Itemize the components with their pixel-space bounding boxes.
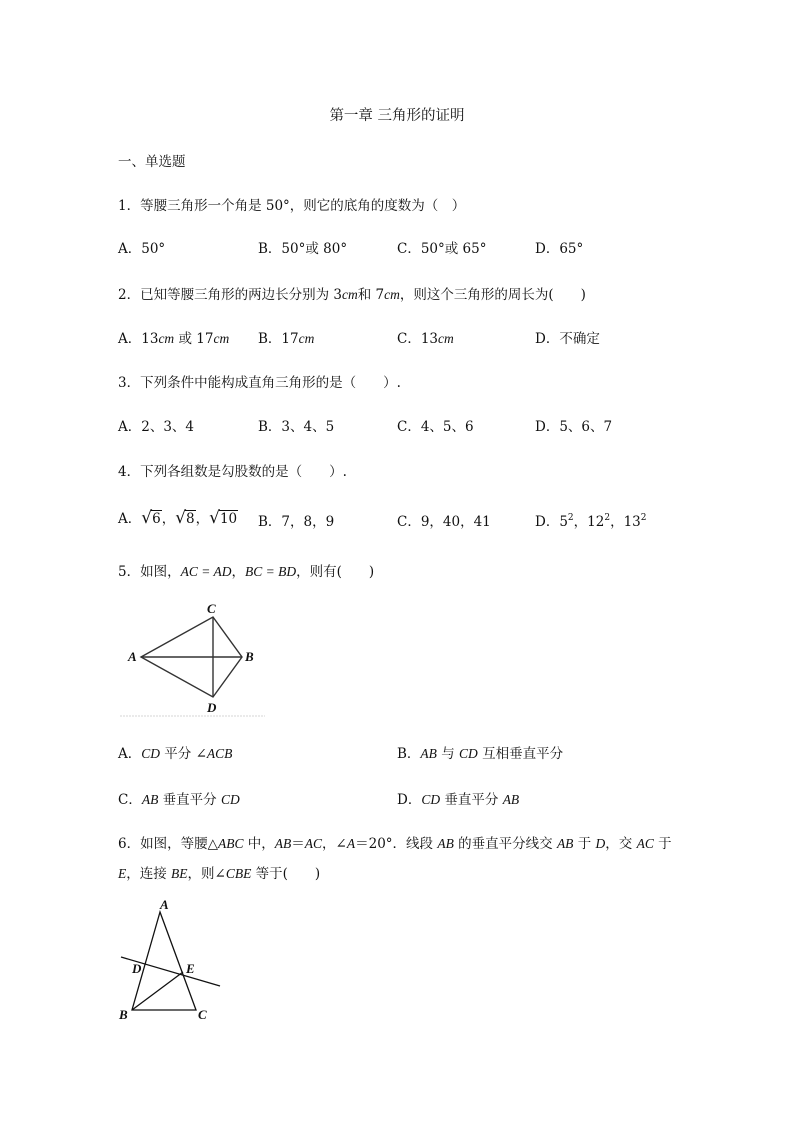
- base: 13: [623, 514, 641, 530]
- question-3-option-b: B．3、4、5: [258, 419, 335, 435]
- q2-stem-and: 和 7: [357, 287, 385, 303]
- question-4-stem: 4．下列各组数是勾股数的是（ ）.: [118, 464, 347, 480]
- equation: BC = BD: [244, 564, 297, 579]
- stem-text: ，连接: [126, 866, 172, 882]
- q2-unit-cm: cm: [298, 331, 315, 346]
- question-1-option-a: A．50°: [118, 241, 166, 257]
- q2-a-text: 或 17: [174, 331, 214, 347]
- radicand: 6: [152, 511, 161, 527]
- section-heading: 一、单选题: [118, 154, 186, 170]
- stem-text: 等于( ): [251, 866, 321, 882]
- segment: AB: [274, 836, 292, 851]
- question-4-option-c: C．9，40，41: [397, 514, 491, 530]
- option-text: 垂直平分: [440, 792, 503, 808]
- stem-text: 于: [573, 836, 596, 852]
- q2-a-text: A．13: [118, 331, 159, 347]
- page-title: 第一章 三角形的证明: [329, 108, 465, 124]
- q2-unit-cm: cm: [158, 331, 175, 346]
- point: E: [118, 866, 127, 881]
- separator: ，: [573, 514, 588, 530]
- angle: ACB: [206, 746, 233, 761]
- q2-b-text: B．17: [258, 331, 299, 347]
- option-text: 平分 ∠: [160, 746, 207, 762]
- label-d: D: [207, 700, 217, 715]
- option-label: A．: [118, 511, 142, 527]
- stem-text: 于: [653, 836, 672, 852]
- sqrt-8: √8: [175, 508, 195, 528]
- label-c: C: [207, 601, 216, 616]
- base: 12: [587, 514, 605, 530]
- segment: CD: [220, 792, 240, 807]
- separator: ，: [610, 514, 624, 530]
- q2-unit-cm: cm: [438, 331, 454, 346]
- segment: AC: [304, 836, 323, 851]
- segment: BE: [171, 866, 188, 881]
- stem-text: ，则有( ): [296, 564, 375, 580]
- stem-text: 的垂直平分线交: [453, 836, 557, 852]
- q2-stem-pre: 2．已知等腰三角形的两边长分别为 3: [118, 287, 342, 303]
- separator: ，: [231, 564, 245, 580]
- option-text: 互相垂直平分: [477, 746, 564, 762]
- option-label: D．: [535, 514, 560, 530]
- label-a: A: [160, 897, 169, 912]
- stem-text: 中，: [243, 836, 275, 852]
- question-4-option-b: B．7，8，9: [258, 514, 335, 530]
- question-3-option-d: D．5、6、7: [535, 419, 613, 435]
- stem-text: 5．如图，: [118, 564, 181, 580]
- angle: A: [346, 836, 356, 851]
- option-text: 与: [436, 746, 460, 762]
- option-label: D．: [397, 792, 422, 808]
- question-1-stem: 1．等腰三角形一个角是 50°，则它的底角的度数为（ ）: [118, 198, 466, 214]
- segment: AB: [141, 792, 159, 807]
- stem-text: ，则∠: [187, 866, 226, 882]
- stem-text: 6．如图，等腰△: [118, 836, 218, 852]
- option-label: C．: [118, 792, 142, 808]
- equation: AC = AD: [180, 564, 232, 579]
- label-b: B: [245, 649, 254, 664]
- segment: AB: [502, 792, 520, 807]
- stem-text: ，∠: [322, 836, 347, 852]
- segment: CD: [421, 792, 441, 807]
- stem-text: ，交: [605, 836, 637, 852]
- separator: ，: [195, 511, 210, 527]
- option-label: A．: [118, 746, 142, 762]
- point: D: [595, 836, 606, 851]
- radicand: 8: [186, 511, 195, 527]
- option-label: B．: [397, 746, 421, 762]
- label-b: B: [119, 1007, 128, 1022]
- q2-stem-post: ，则这个三角形的周长为( ): [399, 287, 586, 303]
- separator: ，: [161, 511, 176, 527]
- option-text: 垂直平分: [158, 792, 221, 808]
- question-3-stem: 3．下列条件中能构成直角三角形的是（ ）.: [118, 375, 401, 391]
- question-3-option-c: C．4、5、6: [397, 419, 474, 435]
- label-a: A: [128, 649, 137, 664]
- angle: CBE: [225, 866, 252, 881]
- question-1-option-b: B．50°或 80°: [258, 241, 348, 257]
- exponent: 2: [604, 513, 611, 523]
- q2-unit-cm: cm: [341, 287, 358, 302]
- radicand: 10: [219, 511, 238, 527]
- exponent: 2: [567, 513, 574, 523]
- exponent: 2: [640, 513, 647, 523]
- question-1-option-d: D．65°: [535, 241, 584, 257]
- question-2-option-d: D．不确定: [535, 331, 600, 347]
- label-c: C: [198, 1007, 207, 1022]
- segment: AB: [420, 746, 437, 761]
- segment: AB: [437, 836, 454, 851]
- stem-text: ＝: [291, 836, 305, 852]
- q2-unit-cm: cm: [384, 287, 400, 302]
- label-e: E: [186, 961, 195, 976]
- segment: CD: [141, 746, 161, 761]
- label-d: D: [132, 961, 142, 976]
- segment: AC: [636, 836, 654, 851]
- q2-c-text: C．13: [397, 331, 439, 347]
- sqrt-6: √6: [141, 508, 161, 528]
- segment: AB: [556, 836, 574, 851]
- q2-unit-cm: cm: [213, 331, 230, 346]
- segment: CD: [459, 746, 478, 761]
- question-1-option-c: C．50°或 65°: [397, 241, 487, 257]
- stem-text: ＝20°．线段: [355, 836, 438, 852]
- triangle: ABC: [217, 836, 244, 851]
- sqrt-10: √10: [209, 508, 238, 528]
- base: 5: [559, 514, 568, 530]
- question-3-option-a: A．2、3、4: [118, 419, 195, 435]
